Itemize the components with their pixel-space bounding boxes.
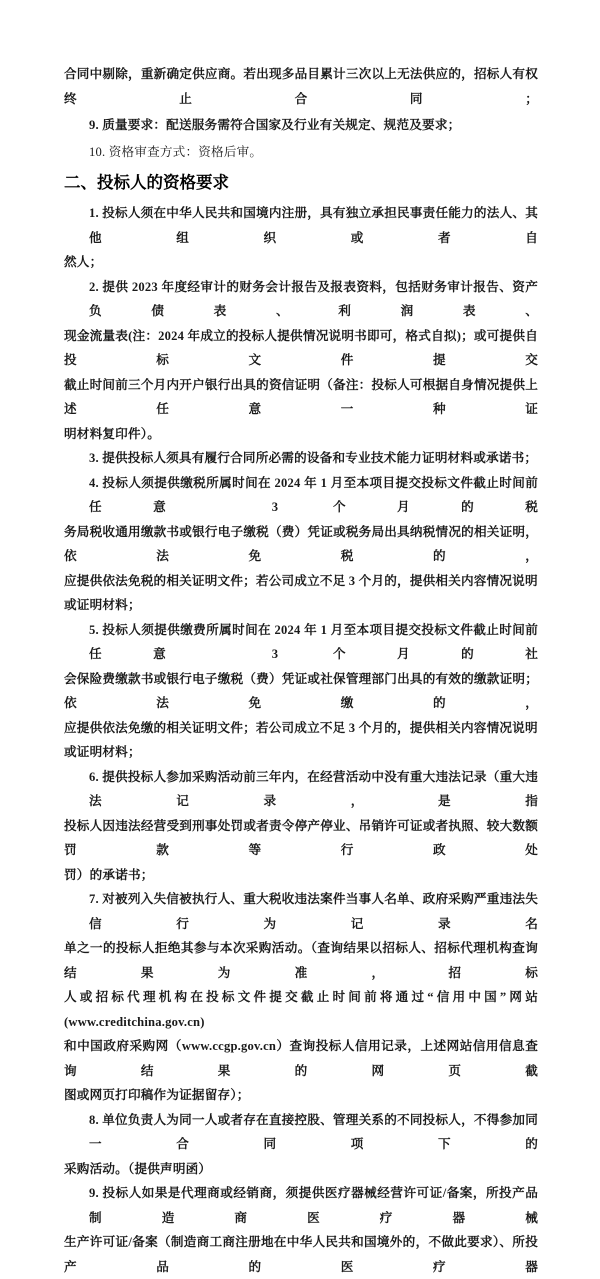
paragraph-5-line-2: 会保险费缴款书或银行电子缴税（费）凭证或社保管理部门出具的有效的缴款证明；依法免缴的， xyxy=(64,671,538,710)
paragraph-4-line-3: 应提供依法免税的相关证明文件；若公司成立不足 3 个月的，提供相关内容情况说明或证明材料； xyxy=(64,573,538,612)
paragraph-6-line-3: 罚）的承诺书； xyxy=(64,867,154,882)
paragraph-9-line-2: 生产许可证/备案（制造商工商注册地在中华人民共和国境外的，不做此要求）、所投产品的医疗器 xyxy=(64,1235,538,1274)
paragraph-7-line-1: 7. 对被列入失信被执行人、重大税收违法案件当事人名单、政府采购严重违法失信行为记录名 xyxy=(89,892,538,931)
paragraph-6-line-2: 投标人因违法经营受到刑事处罚或者责令停产停业、吊销许可证或者执照、较大数额罚款等行政处 xyxy=(64,818,538,857)
paragraph-1-line-2: 然人； xyxy=(64,255,103,269)
paragraph-7-line-4: 和中国政府采购网（www.ccgp.gov.cn）查询投标人信用记录，上述网站信用信息查询结果的网页截 xyxy=(64,1039,538,1078)
paragraph-6-line-1: 6. 提供投标人参加采购活动前三年内，在经营活动中没有重大违法记录（重大违法记录，是指 xyxy=(89,769,538,808)
intro-line-3: 10. 资格审查方式：资格后审。 xyxy=(89,144,263,159)
intro-line-2: 9. 质量要求：配送服务需符合国家及行业有关规定、规范及要求； xyxy=(89,118,461,132)
paragraph-5-line-1: 5. 投标人须提供缴费所属时间在 2024 年 1 月至本项目提交投标文件截止时间前任意 3 个月的社 xyxy=(89,622,538,661)
intro-line-1: 合同中剔除，重新确定供应商。若出现多品目累计三次以上无法供应的，招标人有权终止合同； xyxy=(64,67,538,106)
paragraph-7-line-5: 图或网页打印稿作为证据留存）； xyxy=(64,1088,250,1102)
paragraph-9-line-1: 9. 投标人如果是代理商或经销商，须提供医疗器械经营许可证/备案，所投产品制造商医疗器械 xyxy=(89,1186,538,1225)
section-heading: 二、投标人的资格要求 xyxy=(64,174,229,192)
paragraph-5-line-3: 应提供依法免缴的相关证明文件；若公司成立不足 3 个月的，提供相关内容情况说明或证明材料； xyxy=(64,720,538,759)
paragraph-4-line-1: 4. 投标人须提供缴税所属时间在 2024 年 1 月至本项目提交投标文件截止时间前任意 3 个月的税 xyxy=(89,475,538,514)
paragraph-2-line-1: 2. 提供 2023 年度经审计的财务会计报告及报表资料，包括财务审计报告、资产负债表、利润表、 xyxy=(89,279,538,318)
paragraph-7-line-2: 单之一的投标人拒绝其参与本次采购活动。（查询结果以招标人、招标代理机构查询结果为准，招标 xyxy=(64,941,538,980)
paragraph-2-line-4: 明材料复印件）。 xyxy=(64,426,161,441)
paragraph-7-line-3: 人或招标代理机构在投标文件提交截止时间前将通过“信用中国”网站(www.creditchina.gov.cn) xyxy=(64,990,538,1029)
paragraph-8-line-2: 采购活动。（提供声明函） xyxy=(64,1161,212,1176)
paragraph-2-line-2: 现金流量表(注：2024 年成立的投标人提供情况说明书即可，格式自拟)；或可提供自投标文件提交 xyxy=(64,328,538,367)
paragraph-1-line-1: 1. 投标人须在中华人民共和国境内注册，具有独立承担民事责任能力的法人、其他组织或者自 xyxy=(89,206,538,245)
requirements-section xyxy=(64,201,538,1279)
document-content xyxy=(64,62,538,1279)
paragraph-4-line-2: 务局税收通用缴款书或银行电子缴税（费）凭证或税务局出具纳税情况的相关证明，依法免税的， xyxy=(64,524,538,563)
paragraph-8-line-1: 8. 单位负责人为同一人或者存在直接控股、管理关系的不同投标人，不得参加同一合同项下的 xyxy=(89,1112,538,1151)
paragraph-2-line-3: 截止时间前三个月内开户银行出具的资信证明（备注：投标人可根据自身情况提供上述任意一种证 xyxy=(64,377,538,416)
intro-section xyxy=(64,62,538,164)
paragraph-3-line-1: 3. 提供投标人须具有履行合同所必需的设备和专业技术能力证明材料或承诺书； xyxy=(89,451,538,465)
